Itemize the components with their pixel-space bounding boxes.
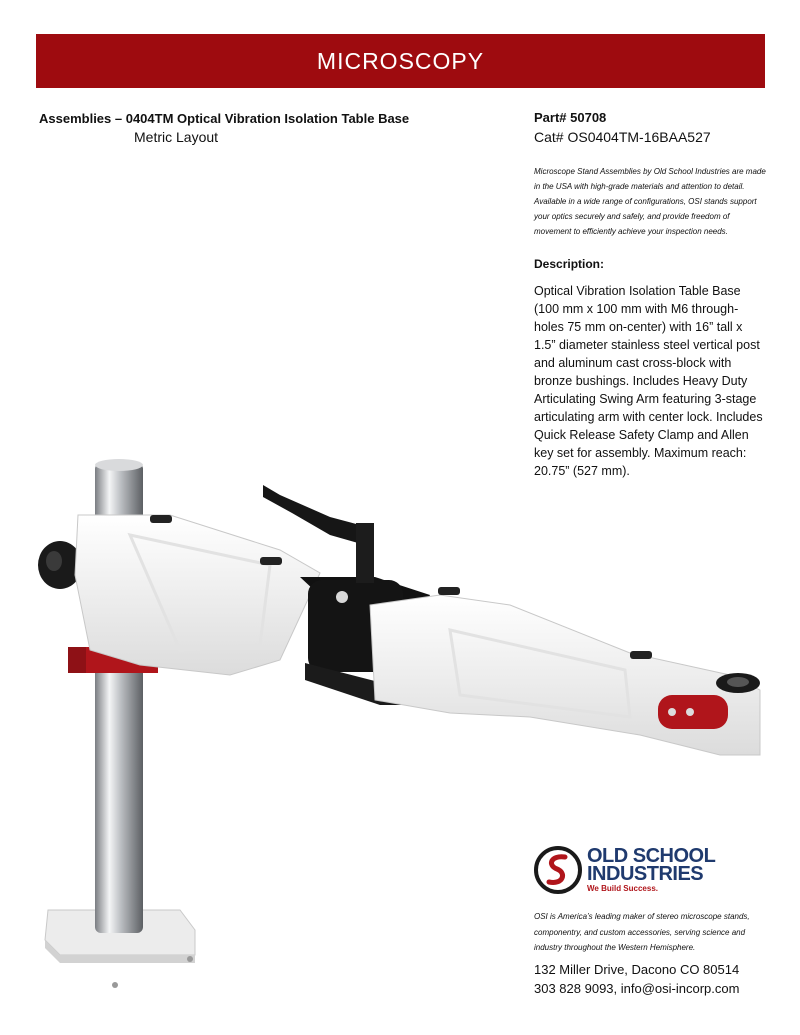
logo-line-1: OLD SCHOOL	[587, 845, 716, 867]
section-title: MICROSCOPY	[316, 47, 485, 74]
logo-tagline: We Build Success.	[587, 884, 658, 893]
catalog-number: Cat# OS0404TM-16BAA527	[534, 129, 711, 145]
product-title: Assemblies – 0404TM Optical Vibration Isolation Table Base	[39, 111, 410, 126]
intro-text: Microscope Stand Assemblies by Old School Industries are made in the USA with high-grade materials and attention to detail. Available in a wide range of configurations, OSI stands support your optics securely and safely, and provide freedom of movement to efficiently achieve your inspection needs.	[534, 167, 766, 236]
contact-address: 132 Miller Drive, Dacono CO 80514	[534, 962, 740, 977]
section-banner	[36, 34, 765, 88]
osi-logo-mark-icon	[533, 845, 583, 895]
company-about: OSI is America’s leading maker of stereo microscope stands, componentry, and custom accessories, serving science and industry throughout the Western Hemisphere.	[534, 912, 750, 952]
description-body: Optical Vibration Isolation Table Base (100 mm x 100 mm with M6 through-holes 75 mm on-center) with 16” tall x 1.5” diameter stainless steel vertical post and aluminum cast cross-block with bronze bushings. Includes Heavy Duty Articulating Swing Arm featuring 3-stage articulating arm with center lock. Includes Quick Release Safety Clamp and Allen key set for assembly. Maximum reach: 20.75” (527 mm).	[534, 284, 763, 478]
description-heading: Description:	[534, 257, 605, 271]
contact-phone-email: 303 828 9093, info@osi-incorp.com	[534, 981, 740, 996]
part-number: Part# 50708	[534, 110, 607, 125]
product-subtitle: Metric Layout	[134, 129, 219, 145]
logo-line-2: INDUSTRIES	[587, 863, 704, 885]
company-logo	[533, 845, 733, 895]
